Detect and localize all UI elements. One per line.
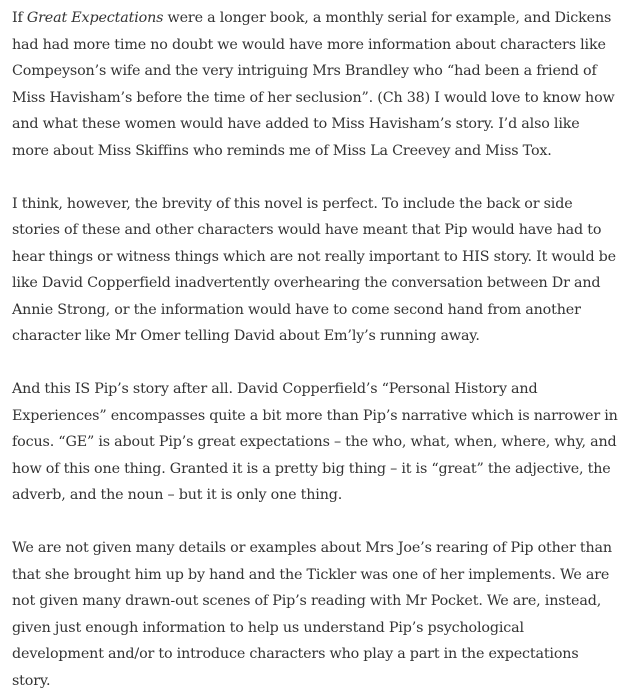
paragraph-2: I think, however, the brevity of this novel is perfect. To include the back or side stories of these and other characters would have meant that Pip would have had to hear things or witness things which are not really important to HIS story. It would be like David Copperfield inadvertently overhearing the conversation between Dr and Annie Strong, or the information would have to come second hand from another character like Mr Omer telling David about Em’ly’s running away. <box>12 195 616 344</box>
paragraph-3: And this IS Pip’s story after all. David Copperfield’s “Personal History and Experiences” encompasses quite a bit more than Pip’s narrative which is narrower in focus. “GE” is about Pip’s great expectations – the who, what, when, where, why, and how of this one thing. Granted it is a pretty big thing – it is “great” the adjective, the adverb, and the noun – but it is only one thing. <box>12 381 618 503</box>
book-title: Great Expectations <box>26 10 164 26</box>
paragraph-1 <box>12 5 618 164</box>
paragraph-1-text: were a longer book, a monthly serial for example, and Dickens had had more time no doubt we would have more information about characters like Compeyson’s wife and the very intriguing Mrs Brandley who “had been a friend of Miss Havisham’s before the time of her seclusion”. (Ch 38) I would love to know how and what these women would have added to Miss Havisham’s story. I’d also like more about Miss Skiffins who reminds me of Miss La Creevey and Miss Tox. <box>12 10 615 159</box>
paragraph-4: We are not given many details or examples about Mrs Joe’s rearing of Pip other than that she brought him up by hand and the Tickler was one of her implements. We are not given many drawn-out scenes of Pip’s reading with Mr Pocket. We are, instead, given just enough information to help us understand Pip’s psychological development and/or to introduce characters who play a part in the expectations story. <box>12 540 612 689</box>
paragraph-1-lead: If <box>12 10 27 26</box>
